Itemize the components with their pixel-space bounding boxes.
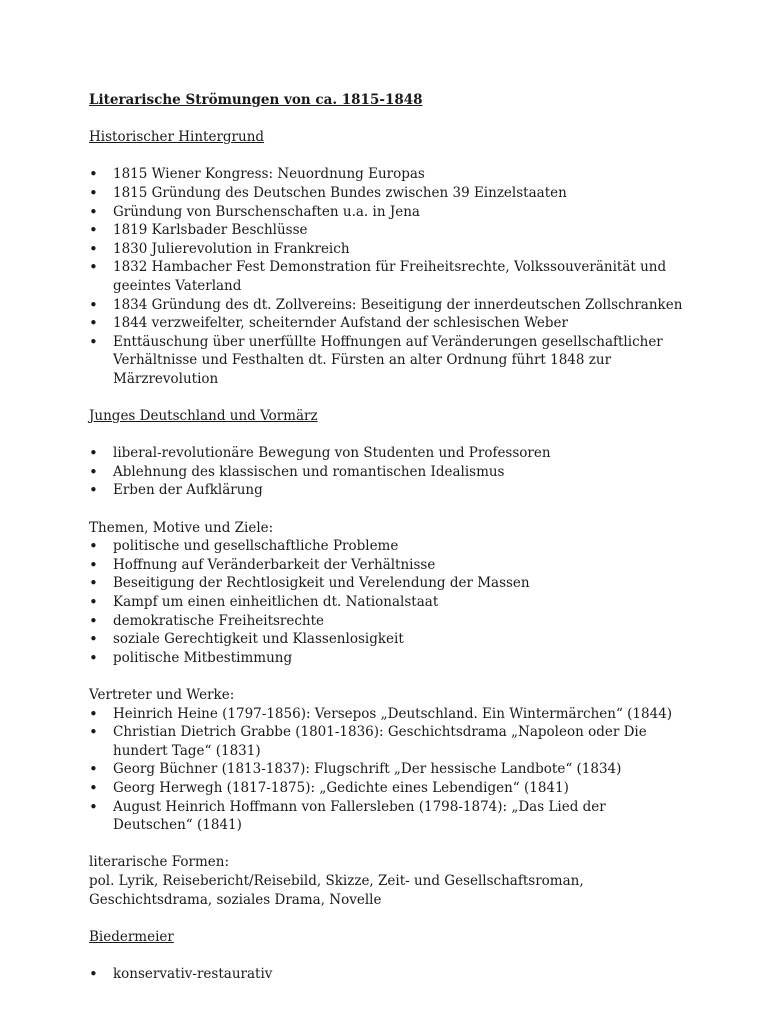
document-title: Literarische Strömungen von ca. 1815-1848 bbox=[89, 92, 423, 108]
list-junges-deutschland bbox=[89, 444, 689, 500]
list-item: • demokratische Freiheitsrechte bbox=[89, 612, 689, 631]
list-biedermeier bbox=[89, 965, 689, 984]
list-item: • 1834 Gründung des dt. Zollvereins: Beseitigung der innerdeutschen Zollschranken bbox=[89, 296, 689, 315]
list-item: • politische und gesellschaftliche Probleme bbox=[89, 537, 689, 556]
list-themen-motive-ziele bbox=[89, 537, 689, 667]
list-item: • 1819 Karlsbader Beschlüsse bbox=[89, 221, 689, 240]
section-heading-junges-deutschland: Junges Deutschland und Vormärz bbox=[89, 408, 318, 425]
list-item: • Hoffnung auf Veränderbarkeit der Verhältnisse bbox=[89, 556, 689, 575]
list-item: • Beseitigung der Rechtlosigkeit und Verelendung der Massen bbox=[89, 574, 689, 593]
list-item: • 1832 Hambacher Fest Demonstration für Freiheitsrechte, Volkssouveränität und geeintes Vaterland bbox=[89, 258, 689, 295]
list-item: • Georg Büchner (1813-1837): Flugschrift „Der hessische Landbote“ (1834) bbox=[89, 760, 689, 779]
document-body bbox=[89, 91, 689, 984]
list-item: • 1830 Julierevolution in Frankreich bbox=[89, 240, 689, 259]
list-item: • politische Mitbestimmung bbox=[89, 649, 689, 668]
list-item: • August Heinrich Hoffmann von Fallersleben (1798-1874): „Das Lied der Deutschen“ (1841) bbox=[89, 798, 689, 835]
list-item: • Heinrich Heine (1797-1856): Versepos „Deutschland. Ein Wintermärchen“ (1844) bbox=[89, 705, 689, 724]
list-item: • konservativ-restaurativ bbox=[89, 965, 689, 984]
list-item: • 1844 verzweifelter, scheiternder Aufstand der schlesischen Weber bbox=[89, 314, 689, 333]
list-item: • Georg Herwegh (1817-1875): „Gedichte eines Lebendigen“ (1841) bbox=[89, 779, 689, 798]
list-item: • 1815 Gründung des Deutschen Bundes zwischen 39 Einzelstaaten bbox=[89, 184, 689, 203]
list-item: • Erben der Aufklärung bbox=[89, 481, 689, 500]
list-item: • Christian Dietrich Grabbe (1801-1836): Geschichtsdrama „Napoleon oder Die hundert Tage“ (1831) bbox=[89, 723, 689, 760]
subheading-themen-motive-ziele: Themen, Motive und Ziele: bbox=[89, 519, 274, 536]
list-historischer-hintergrund bbox=[89, 165, 689, 388]
list-item: • liberal-revolutionäre Bewegung von Studenten und Professoren bbox=[89, 444, 689, 463]
paragraph-literarische-formen: pol. Lyrik, Reisebericht/Reisebild, Skizze, Zeit- und Gesellschaftsroman, Geschichtsdrama, soziales Drama, Novelle bbox=[89, 872, 584, 908]
list-item: • 1815 Wiener Kongress: Neuordnung Europas bbox=[89, 165, 689, 184]
list-item: • Gründung von Burschenschaften u.a. in Jena bbox=[89, 203, 689, 222]
list-item: • Kampf um einen einheitlichen dt. Nationalstaat bbox=[89, 593, 689, 612]
section-heading-historischer-hintergrund: Historischer Hintergrund bbox=[89, 129, 265, 146]
list-item: • soziale Gerechtigkeit und Klassenlosigkeit bbox=[89, 630, 689, 649]
list-vertreter-und-werke bbox=[89, 705, 689, 835]
list-item: • Enttäuschung über unerfüllte Hoffnungen auf Veränderungen gesellschaftlicher Verhältnisse und Festhalten dt. Fürsten an alter Ordnung führt 1848 zur Märzrevolution bbox=[89, 333, 689, 389]
section-heading-biedermeier: Biedermeier bbox=[89, 928, 174, 945]
subheading-literarische-formen: literarische Formen: bbox=[89, 854, 230, 871]
subheading-vertreter-und-werke: Vertreter und Werke: bbox=[89, 687, 235, 703]
list-item: • Ablehnung des klassischen und romantischen Idealismus bbox=[89, 463, 689, 482]
